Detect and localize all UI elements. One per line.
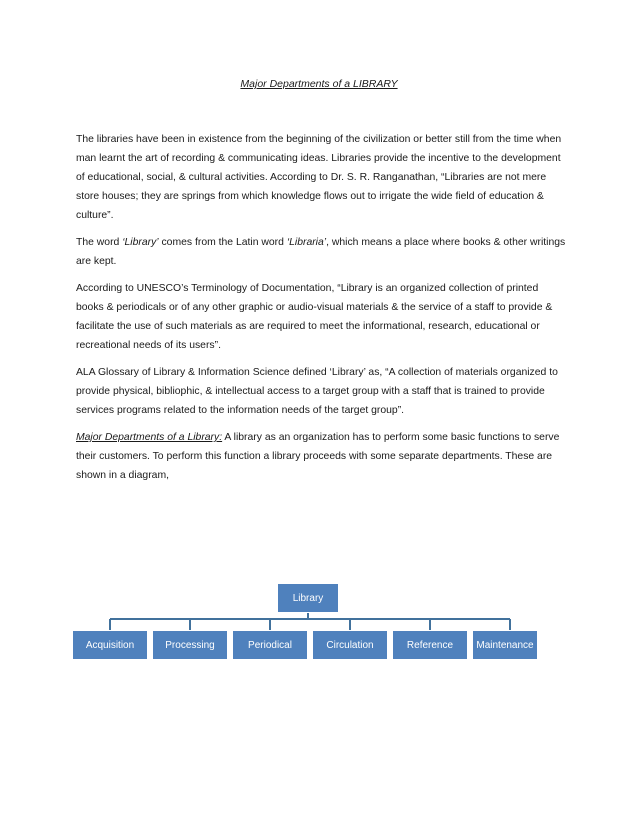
paragraph-ala: ALA Glossary of Library & Information Science defined ‘Library’ as, “A collection of materials organized to provide physical, bibliophic, & intellectual access to a target group with a staff that is trained to provide services programs related to the information needs of the target group”. (76, 367, 558, 416)
section-heading: Major Departments of a Library: (76, 432, 223, 443)
paragraph-etymology (76, 233, 568, 271)
department-node-processing: Processing (152, 630, 228, 660)
root-node-library: Library (277, 583, 339, 613)
department-node-maintenance: Maintenance (472, 630, 538, 660)
connector-drop (109, 619, 111, 630)
department-node-circulation: Circulation (312, 630, 388, 660)
paragraph-intro: The libraries have been in existence from the beginning of the civilization or better still from the time when man learnt the art of recording & communicating ideas. Libraries provide the incentive to the development of educational, social, & cultural activities. According to Dr. S. R. Ranganathan, “Libraries are not mere store houses; they are springs from which knowledge flows out to irrigate the wide field of education & culture”. (76, 134, 562, 221)
term-libraria: ‘Libraria’ (286, 237, 327, 248)
connector-root-stem (307, 613, 309, 619)
connector-bus (110, 618, 510, 620)
text-run: The word (76, 237, 123, 248)
document-body (76, 130, 568, 493)
text-run: , which means a place where books & other writings are kept. (76, 237, 566, 267)
paragraph-unesco: According to UNESCO’s Terminology of Documentation, “Library is an organized collection of printed books & periodicals or of any other graphic or audio-visual materials & the service of a staff to provide & facilitate the use of such materials as are required to meet the informational, research, educational or recreational needs of its users”. (76, 283, 553, 351)
term-library: ‘Library’ (122, 237, 159, 248)
department-node-acquisition: Acquisition (72, 630, 148, 660)
text-run: A library as an organization has to perform some basic functions to serve their customers. To perform this function a library proceeds with some separate departments. These are shown in a diagram, (76, 432, 560, 481)
department-node-periodical: Periodical (232, 630, 308, 660)
text-run: comes from the Latin word (158, 237, 287, 248)
connector-drop (269, 619, 271, 630)
connector-drop (189, 619, 191, 630)
department-node-reference: Reference (392, 630, 468, 660)
connector-drop (429, 619, 431, 630)
connector-drop (509, 619, 511, 630)
connector-drop (349, 619, 351, 630)
paragraph-departments (76, 428, 568, 485)
page-title: Major Departments of a LIBRARY (240, 78, 398, 90)
